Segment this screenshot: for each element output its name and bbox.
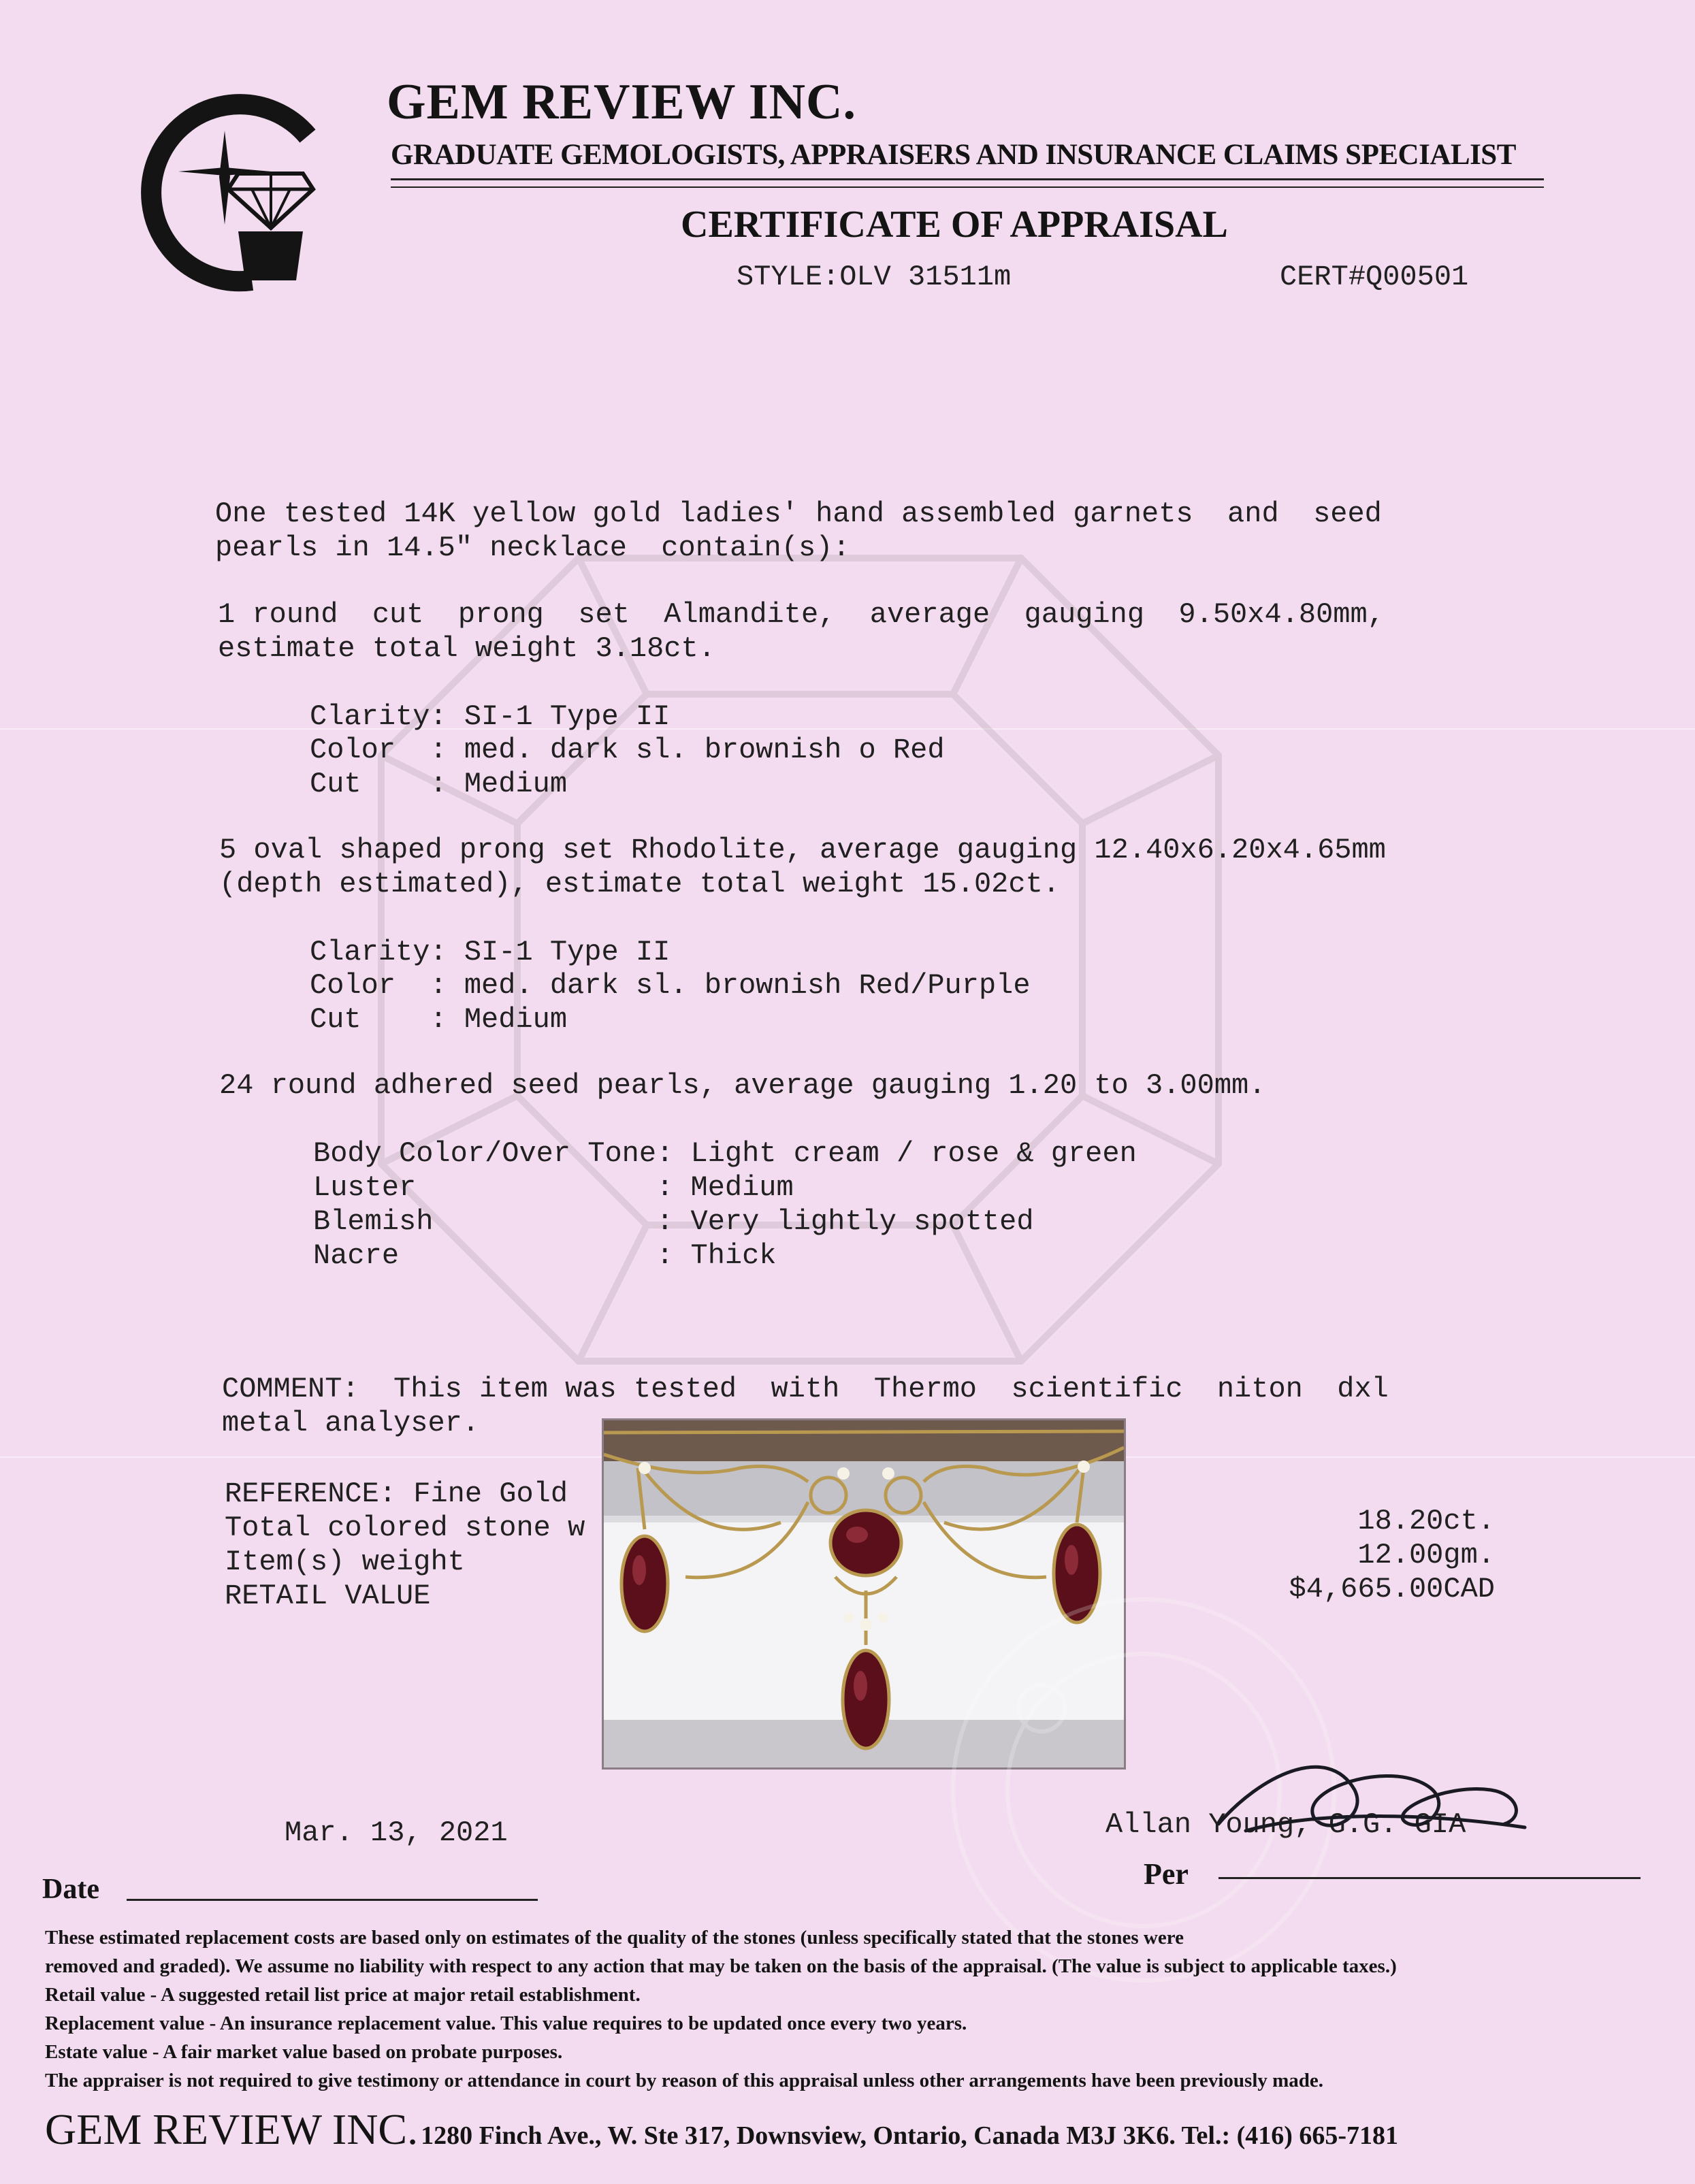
stone2-clarity: Clarity: SI-1 Type II xyxy=(310,936,671,968)
appraiser-name: Allan Young, G.G. GIA xyxy=(1105,1808,1466,1841)
header-rule xyxy=(391,186,1544,188)
stone2-description: (depth estimated), estimate total weight 15.02ct. xyxy=(219,868,1061,900)
disclaimer-line: These estimated replacement costs are based only on estimates of the quality of the stones (unless specifically stated that the stones were xyxy=(45,1927,1184,1949)
pearls-description: 24 round adhered seed pearls, average gauging 1.20 to 3.00mm. xyxy=(219,1069,1266,1102)
pearl-body-color: Body Color/Over Tone: Light cream / rose & green xyxy=(313,1137,1137,1170)
disclaimer-line: Replacement value - An insurance replacement value. This value requires to be updated once every two years. xyxy=(45,2012,967,2034)
retail-value-amount: $4,665.00CAD xyxy=(1289,1573,1495,1606)
stone1-description: estimate total weight 3.18ct. xyxy=(218,632,715,665)
item-description-line: One tested 14K yellow gold ladies' hand assembled garnets and seed xyxy=(215,498,1382,530)
footer xyxy=(45,2104,1398,2155)
item-weight-value: 12.00gm. xyxy=(1357,1539,1495,1571)
retail-value-label: RETAIL VALUE xyxy=(225,1580,431,1612)
comment-line: COMMENT: This item was tested with Thermo scientific niton dxl xyxy=(222,1373,1389,1405)
reference-label: REFERENCE: Fine Gold xyxy=(225,1478,568,1510)
pearl-luster: Luster : Medium xyxy=(313,1171,794,1204)
document-title: CERTIFICATE OF APPRAISAL xyxy=(681,203,1228,246)
date-signature-line xyxy=(127,1899,538,1901)
total-stone-weight-value: 18.20ct. xyxy=(1357,1505,1495,1537)
stone2-color: Color : med. dark sl. brownish Red/Purple xyxy=(310,969,1031,1002)
stone2-cut: Cut : Medium xyxy=(310,1003,568,1036)
appraisal-date: Mar. 13, 2021 xyxy=(285,1816,508,1849)
per-label: Per xyxy=(1144,1857,1189,1891)
item-description-line: pearls in 14.5" necklace contain(s): xyxy=(215,532,850,564)
comment-line: metal analyser. xyxy=(222,1407,480,1439)
header-rule xyxy=(391,178,1544,180)
stone1-clarity: Clarity: SI-1 Type II xyxy=(310,700,671,733)
footer-address: 1280 Finch Ave., W. Ste 317, Downsview, Ontario, Canada M3J 3K6. Tel.: (416) 665-7181 xyxy=(421,2121,1399,2150)
total-stone-weight-label: Total colored stone w xyxy=(225,1512,585,1544)
date-label: Date xyxy=(42,1874,99,1905)
disclaimer-line: removed and graded). We assume no liability with respect to any action that may be taken on the basis of the appraisal. (The value is subject to applicable taxes.) xyxy=(45,1955,1397,1977)
disclaimer-line: Estate value - A fair market value based on probate purposes. xyxy=(45,2041,563,2063)
footer-company: GEM REVIEW INC. xyxy=(45,2105,419,2153)
gem-review-logo xyxy=(123,88,327,299)
stone2-description: 5 oval shaped prong set Rhodolite, average gauging 12.40x6.20x4.65mm xyxy=(219,834,1386,866)
disclaimer-line: The appraiser is not required to give testimony or attendance in court by reason of this appraisal unless other arrangements have been previously made. xyxy=(45,2070,1324,2091)
pearl-blemish: Blemish : Very lightly spotted xyxy=(313,1205,1034,1238)
handwritten-signature xyxy=(1205,1749,1532,1865)
company-name: GEM REVIEW INC. xyxy=(387,74,856,130)
stone1-color: Color : med. dark sl. brownish o Red xyxy=(310,734,945,766)
style-number: STYLE:OLV 31511m xyxy=(737,261,1012,293)
certificate-number: CERT#Q00501 xyxy=(1280,261,1469,293)
disclaimer-line: Retail value - A suggested retail list price at major retail establishment. xyxy=(45,1984,641,2006)
per-signature-line xyxy=(1218,1877,1641,1879)
stone1-description: 1 round cut prong set Almandite, average gauging 9.50x4.80mm, xyxy=(218,598,1385,631)
item-weight-label: Item(s) weight xyxy=(225,1546,465,1578)
stone1-cut: Cut : Medium xyxy=(310,768,568,800)
company-tagline: GRADUATE GEMOLOGISTS, APPRAISERS AND INSURANCE CLAIMS SPECIALIST xyxy=(391,139,1516,171)
pearl-nacre: Nacre : Thick xyxy=(313,1239,777,1272)
